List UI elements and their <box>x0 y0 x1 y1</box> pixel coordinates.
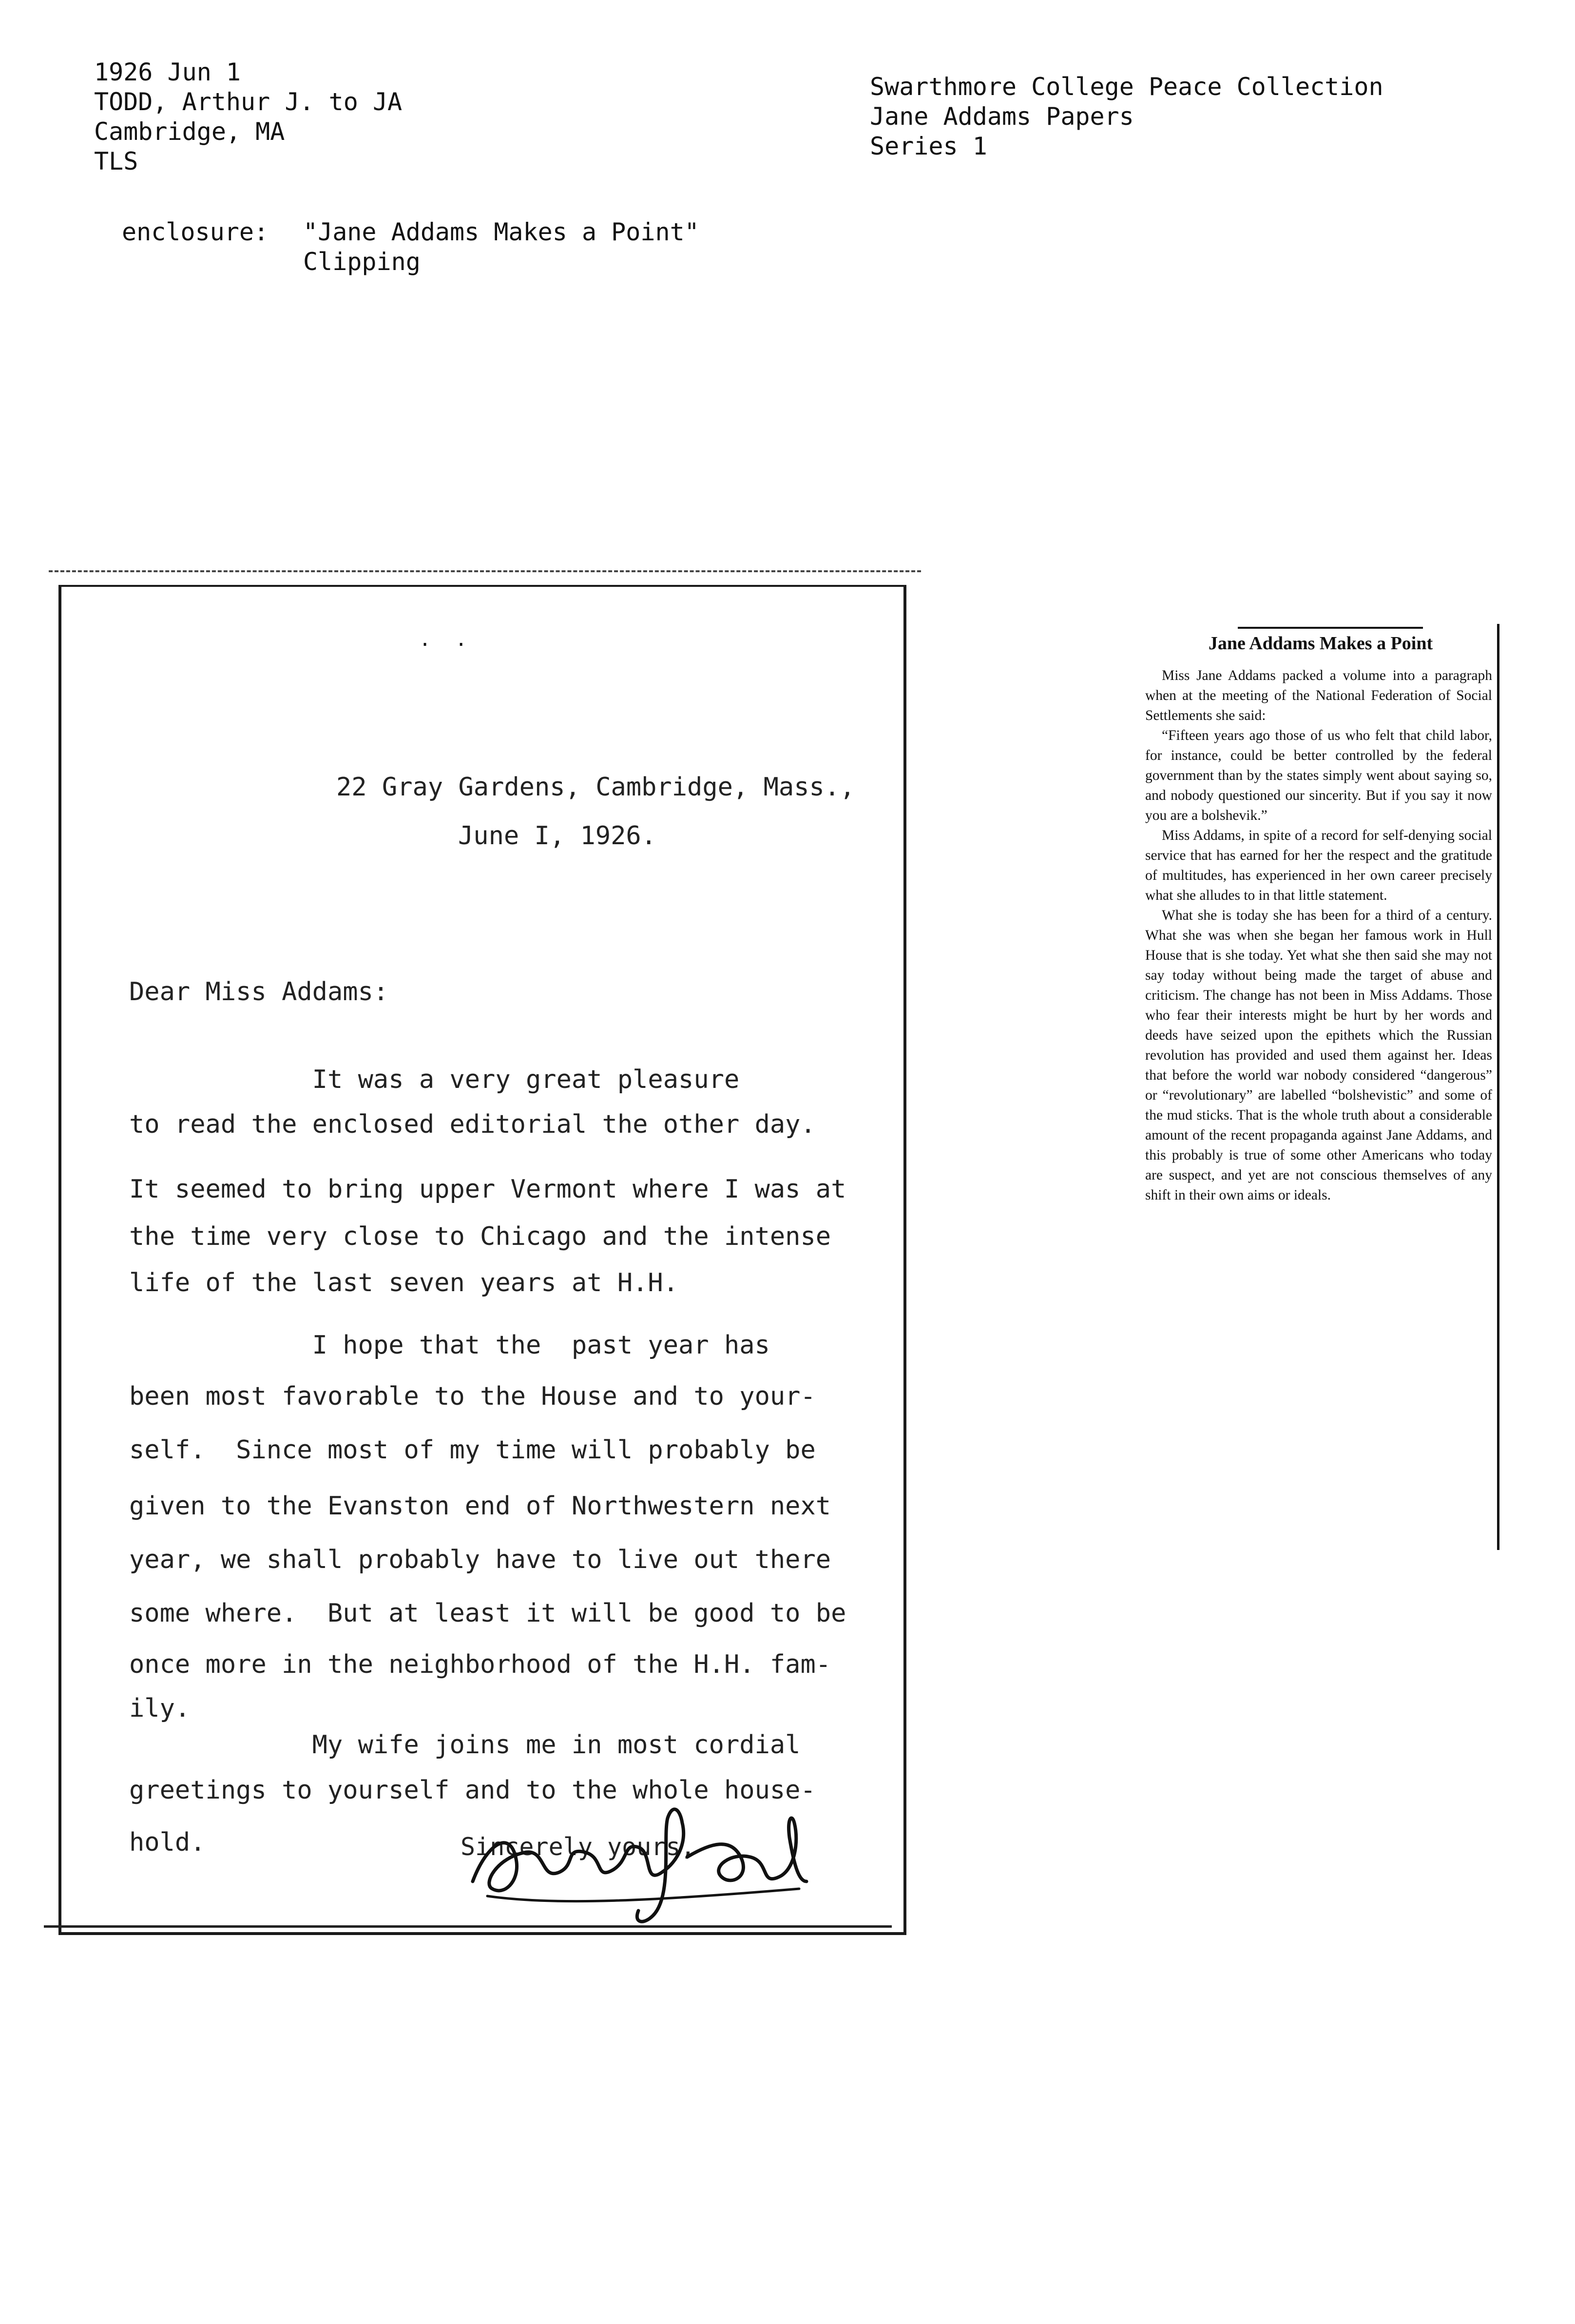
citation-date: 1926 Jun 1 <box>94 58 241 86</box>
enclosure-title: "Jane Addams Makes a Point" <box>303 218 699 246</box>
letter-line: ily. <box>129 1694 191 1723</box>
letter-line: My wife joins me in most cordial <box>129 1730 801 1760</box>
letter-line: year, we shall probably have to live out there <box>129 1545 831 1574</box>
enclosure-label: enclosure: <box>122 218 269 246</box>
letter-date: June I, 1926. <box>458 821 656 851</box>
clipping-headline: Jane Addams Makes a Point <box>1208 633 1433 654</box>
clipping-paragraph: Miss Jane Addams packed a volume into a paragraph when at the meeting of the National Federation of Social Settlements she said: <box>1145 668 1492 723</box>
letter-address: 22 Gray Gardens, Cambridge, Mass., <box>336 773 855 802</box>
letter-line: self. Since most of my time will probably be <box>129 1435 816 1465</box>
collection-info <box>870 72 1383 161</box>
letter-line: once more in the neighborhood of the H.H. fam- <box>129 1650 831 1679</box>
letter-line: greetings to yourself and to the whole house- <box>129 1776 816 1805</box>
letter-line: been most favorable to the House and to your- <box>129 1382 816 1411</box>
newspaper-clipping <box>1145 619 1496 1555</box>
clipping-top-rule <box>1238 627 1423 629</box>
series-name: Series 1 <box>870 132 987 160</box>
papers-name: Jane Addams Papers <box>870 102 1134 131</box>
handwritten-signature <box>458 1784 809 1930</box>
letter-line: It was a very great pleasure <box>129 1065 740 1094</box>
letter-line: to read the enclosed editorial the other day. <box>129 1110 816 1139</box>
clipping-paragraph: “Fifteen years ago those of us who felt that child labor, for instance, could be better controlled by the federal government than by the states simply went about saying so, and nobody questioned our sincerity. But if you say it now you are a bolshevik.” <box>1145 728 1492 823</box>
letter-torn-edge <box>49 570 921 575</box>
letter-salutation: Dear Miss Addams: <box>129 977 389 1007</box>
letter-line: the time very close to Chicago and the intense <box>129 1222 831 1251</box>
letter-line: hold. <box>129 1828 206 1857</box>
letter-line: some where. But at least it will be good to be <box>129 1599 846 1628</box>
clipping-body <box>1145 666 1492 1205</box>
clipping-paragraph: Miss Addams, in spite of a record for self-denying social service that has earned for her the respect and the gratitude of multitudes, has experienced in her own career precisely what she alludes to in that little statement. <box>1145 828 1492 903</box>
citation-type: TLS <box>94 147 138 175</box>
letter-closing: Sincerely yours, <box>461 1833 695 1861</box>
clipping-paragraph: What she is today she has been for a third of a century. What she was when she began her famous work in Hull House that is she today. Yet what she then said she may not say today without being made the target of abuse and criticism. The change has not been in Miss Addams. Those who fear their interests might be hurt by her words and deeds have seized upon the epithets which the Russian revolution has provided and used them against her. Ideas that before the world war nobody considered “dangerous” or “revolutionary” are labelled “bolshevistic” and some of the mud sticks. That is the whole truth about a considerable amount of the recent propaganda against Jane Addams, and this probably is true of some other Americans who today are suspect, and yet are not conscious themselves of any shift in their own aims or ideals. <box>1145 908 1492 1203</box>
letter-line: I hope that the past year has <box>129 1331 770 1360</box>
archive-citation <box>94 58 402 176</box>
clipping-column-rule <box>1497 624 1499 1550</box>
citation-correspondents: TODD, Arthur J. to JA <box>94 88 403 116</box>
citation-place: Cambridge, MA <box>94 117 285 146</box>
letter-line: It seemed to bring upper Vermont where I was at <box>129 1175 846 1204</box>
letter-line: given to the Evanston end of Northwestern next <box>129 1491 831 1521</box>
collection-name: Swarthmore College Peace Collection <box>870 73 1383 101</box>
letter-line: life of the last seven years at H.H. <box>129 1268 679 1298</box>
enclosure-type: Clipping <box>303 248 421 276</box>
letterhead-dots: ·· <box>419 634 492 656</box>
